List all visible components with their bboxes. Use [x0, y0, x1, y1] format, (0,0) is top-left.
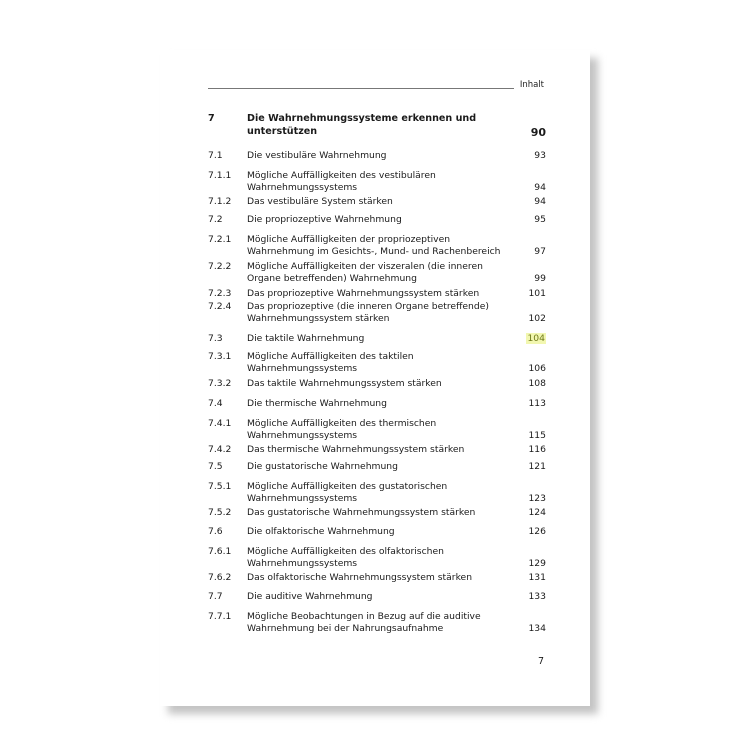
toc-entry-title: [247, 301, 507, 324]
toc-entry: [208, 288, 546, 300]
toc-entry-title-line: unterstützen: [247, 125, 318, 137]
toc-entry-number: 7.1.1: [208, 170, 232, 181]
toc-entry-page: [528, 623, 546, 635]
toc-entry-page: [528, 430, 546, 442]
toc-entry-title: [247, 378, 507, 390]
toc-entry-page-value: 90: [530, 125, 546, 139]
toc-entry: [208, 611, 546, 634]
toc-entry-title-line: Mögliche Auffälligkeiten des thermischen: [247, 418, 437, 429]
toc-entry-page: [528, 398, 546, 410]
toc-entry-number: 7.5: [208, 461, 223, 472]
toc-entry-title: [247, 481, 507, 504]
toc-entry-title-line: Mögliche Auffälligkeiten der viszeralen (die inneren: [247, 261, 483, 272]
toc-entry-number: 7.4.2: [208, 444, 232, 455]
toc-entry-title: [247, 333, 507, 345]
toc-entry-number: 7.3.1: [208, 351, 232, 362]
toc-entry-number: 7.4: [208, 398, 223, 409]
toc-entry-number: 7.3.2: [208, 378, 232, 389]
toc-entry-page-value: 97: [534, 245, 546, 257]
toc-entry-page-value: 106: [528, 362, 546, 374]
toc-entry-number: 7.1: [208, 150, 223, 161]
toc-entry-title: [247, 572, 507, 584]
toc-entry-title: [247, 398, 507, 410]
toc-entry-title-line: Mögliche Auffälligkeiten des vestibulären: [247, 170, 436, 181]
toc-entry-title: [247, 461, 507, 473]
toc-entry-number: 7.1.2: [208, 196, 232, 207]
toc-entry-title-line: Wahrnehmungssystems: [247, 181, 358, 193]
toc-entry-page: [528, 493, 546, 505]
toc-entry-title: [247, 611, 507, 634]
toc-entry-number: 7.6: [208, 526, 223, 537]
toc-entry-title: [247, 113, 507, 138]
toc-entry-title-line: Das gustatorische Wahrnehmungssystem stärken: [247, 507, 476, 518]
toc-entry-page: [528, 363, 546, 375]
toc-entry: [208, 591, 546, 603]
toc-entry: [208, 444, 546, 456]
toc-entry-page-value: 95: [534, 214, 546, 225]
toc-entry-number: 7.6.1: [208, 546, 232, 557]
toc-entry: [208, 546, 546, 569]
toc-entry-page: [528, 461, 546, 473]
toc-entry-page-value: 124: [528, 507, 546, 518]
toc-entry-page: [528, 313, 546, 325]
toc-entry-page-value: 94: [534, 181, 546, 193]
highlighted-page-number: 104: [527, 333, 545, 344]
toc-entry-title-line: Wahrnehmungssystems: [247, 362, 358, 374]
toc-entry-page-value: 94: [534, 196, 546, 207]
toc-entry-title-line: Die gustatorische Wahrnehmung: [247, 461, 398, 472]
toc-entry-number: 7.2.3: [208, 288, 232, 299]
toc-entry-page-value: 108: [528, 378, 546, 389]
toc-entry: [208, 461, 546, 473]
toc-entry-title-line: Wahrnehmungssystems: [247, 429, 358, 441]
toc-entry-title: [247, 261, 507, 284]
toc-entry-page-value: 123: [528, 492, 546, 504]
toc-entry-title-line: Die olfaktorische Wahrnehmung: [247, 526, 395, 537]
toc-entry-title-line: Das propriozeptive (die inneren Organe betreffende): [247, 301, 489, 312]
toc-entry-page: [528, 507, 546, 519]
toc-entry-page-value: 126: [528, 526, 546, 537]
toc-entry: [208, 481, 546, 504]
toc-entry: [208, 526, 546, 538]
toc-entry-page-value: 102: [528, 312, 546, 324]
toc-entry-title-line: Mögliche Auffälligkeiten des taktilen: [247, 351, 414, 362]
toc-entry-title: [247, 526, 507, 538]
toc-entry-number: 7.3: [208, 333, 223, 344]
toc-entry-page-value: 129: [528, 557, 546, 569]
toc-entry-page: [531, 127, 546, 140]
toc-entry-page: [534, 273, 546, 285]
toc-entry-title: [247, 170, 507, 193]
toc-entry-page-value: 134: [528, 622, 546, 634]
toc-entry-number: 7.2: [208, 214, 223, 225]
toc-entry-title-line: Die Wahrnehmungssysteme erkennen und: [247, 113, 477, 124]
toc-entry-title: [247, 234, 507, 257]
toc-entry: [208, 301, 546, 324]
toc-entry: [208, 214, 546, 226]
toc-entry-page-value: 116: [528, 444, 546, 455]
toc-entry-page: [534, 246, 546, 258]
running-header: Inhalt: [519, 80, 544, 90]
toc-entry-title: [247, 507, 507, 519]
toc-entry-page: [528, 572, 546, 584]
toc-entry-page-value: 101: [528, 288, 546, 299]
toc-entry-page: [528, 444, 546, 456]
toc-entry: [208, 170, 546, 193]
toc-entry-title-line: Das taktile Wahrnehmungssystem stärken: [247, 378, 442, 389]
toc-entry-title-line: Wahrnehmungssystems: [247, 492, 358, 504]
toc-entry-page-value: 133: [528, 591, 546, 602]
toc-entry-title-line: Wahrnehmung bei der Nahrungsaufnahme: [247, 622, 444, 634]
toc-entry-title-line: Mögliche Auffälligkeiten des gustatorischen: [247, 481, 448, 492]
toc-entry-title: [247, 288, 507, 300]
toc-entry: [208, 351, 546, 374]
toc-entry-number: 7.5.2: [208, 507, 232, 518]
toc-entry-title: [247, 546, 507, 569]
toc-entry: [208, 507, 546, 519]
toc-entry-title-line: Wahrnehmungssystem stärken: [247, 312, 390, 324]
toc-entry-number: 7.7.1: [208, 611, 232, 622]
toc-entry-title-line: Organe betreffenden) Wahrnehmung: [247, 272, 417, 284]
toc-entry-page: [534, 150, 546, 162]
toc-chapter-entry: [208, 113, 546, 138]
toc-entry-title: [247, 591, 507, 603]
toc-entry-page-value: 131: [528, 572, 546, 583]
toc-entry-page: [528, 288, 546, 300]
toc-entry-title-line: Das propriozeptive Wahrnehmungssystem stärken: [247, 288, 480, 299]
toc-entry-page: [528, 378, 546, 390]
toc-entry-page: [528, 526, 546, 538]
toc-entry-number: 7.7: [208, 591, 223, 602]
toc-entry-title: [247, 444, 507, 456]
toc-entry-title: [247, 351, 507, 374]
toc-entry-page: [526, 333, 546, 345]
toc-entry-number: 7.5.1: [208, 481, 232, 492]
toc-entry: [208, 261, 546, 284]
toc-entry: [208, 378, 546, 390]
page-number: 7: [537, 656, 544, 667]
toc-entry-title: [247, 150, 507, 162]
toc-entry-title-line: Mögliche Beobachtungen in Bezug auf die auditive: [247, 611, 481, 622]
toc-entry-title: [247, 196, 507, 208]
toc-entry-title-line: Die propriozeptive Wahrnehmung: [247, 214, 402, 225]
toc-entry-page-value: 99: [534, 272, 546, 284]
toc-entry-number: 7.2.2: [208, 261, 232, 272]
toc-entry-title-line: Die vestibuläre Wahrnehmung: [247, 150, 387, 161]
toc-entry-page: [528, 591, 546, 603]
toc-entry-page-value: 113: [528, 398, 546, 409]
toc-entry-title: [247, 418, 507, 441]
header-rule: [208, 88, 514, 89]
toc-entry: [208, 234, 546, 257]
toc-entry-title-line: Das thermische Wahrnehmungssystem stärken: [247, 444, 465, 455]
toc-entry-title-line: Das olfaktorische Wahrnehmungssystem stärken: [247, 572, 473, 583]
toc-entry-page: [534, 214, 546, 226]
toc-entry-title: [247, 214, 507, 226]
toc-entry-number: 7.4.1: [208, 418, 232, 429]
toc-entry-number: 7.2.4: [208, 301, 232, 312]
toc-entry: [208, 150, 546, 162]
toc-entry-page: [528, 558, 546, 570]
toc-entry-title-line: Mögliche Auffälligkeiten des olfaktorischen: [247, 546, 444, 557]
toc-entry: [208, 196, 546, 208]
toc-entry-title-line: Die taktile Wahrnehmung: [247, 333, 365, 344]
toc-entry-number: 7.6.2: [208, 572, 232, 583]
document-page: [160, 50, 590, 706]
toc-entry: [208, 333, 546, 345]
toc-entry-title-line: Die auditive Wahrnehmung: [247, 591, 373, 602]
toc-entry-title-line: Die thermische Wahrnehmung: [247, 398, 387, 409]
toc-entry-title-line: Das vestibuläre System stärken: [247, 196, 393, 207]
toc-entry-page-value: 93: [534, 150, 546, 161]
toc-entry-page: [534, 196, 546, 208]
toc-entry-title-line: Mögliche Auffälligkeiten der propriozeptiven: [247, 234, 451, 245]
toc-entry-page: [534, 182, 546, 194]
toc-entry: [208, 418, 546, 441]
toc-entry-title-line: Wahrnehmungssystems: [247, 557, 358, 569]
toc-entry-title-line: Wahrnehmung im Gesichts-, Mund- und Rachenbereich: [247, 245, 501, 257]
toc-entry-page-value: 121: [528, 461, 546, 472]
toc-entry: [208, 572, 546, 584]
toc-entry-number: 7.2.1: [208, 234, 232, 245]
toc-entry: [208, 398, 546, 410]
toc-entry-number: 7: [208, 113, 215, 124]
toc-entry-page-value: 115: [528, 429, 546, 441]
